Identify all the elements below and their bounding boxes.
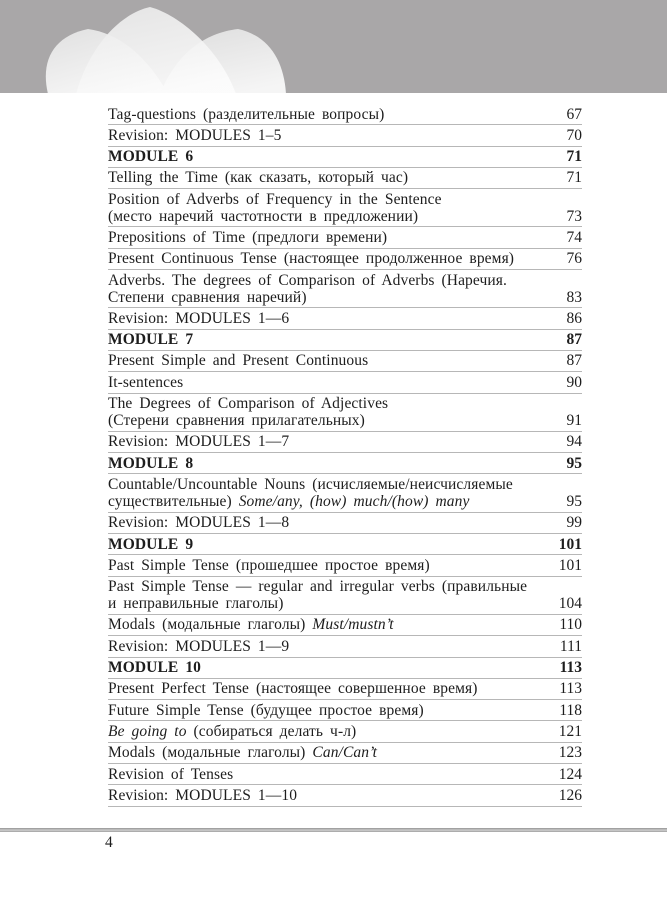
toc-entry-title: MODULE 7 [108,331,194,349]
toc-entry-page: 99 [566,514,582,532]
toc-entry [108,227,582,248]
toc-entry [108,636,582,657]
toc-entry-title: Present Perfect Tense (настоящее совершенное время) [108,680,478,698]
toc-entry-page: 111 [559,637,582,655]
toc-entry [108,270,582,308]
toc-entry [108,125,582,146]
toc-entry-page: 67 [566,105,582,123]
toc-entry [108,679,582,700]
toc-entry-page: 110 [559,616,582,634]
toc-entry-title: Past Simple Tense — regular and irregular verbs (правильные и неправильные глаголы) [108,578,528,613]
toc-entry [108,432,582,453]
toc-entry [108,534,582,555]
toc-entry-page: 95 [566,492,582,510]
toc-entry-title: The Degrees of Comparison of Adjectives (Стерени сравнения прилагательных) [108,395,389,430]
toc-entry-page: 76 [566,250,582,268]
toc-entry-page: 95 [566,454,582,472]
toc-entry-page: 124 [558,765,582,783]
toc-entry [108,555,582,576]
page-folio: 4 [105,834,113,851]
toc-entry [108,721,582,742]
toc-entry-page: 71 [566,169,582,187]
toc-entry [108,700,582,721]
toc-entry-title: MODULE 10 [108,659,202,677]
toc-entry [108,351,582,372]
toc-entry-title: Adverbs. The degrees of Comparison of Adverbs (Наречия. Степени сравнения наречий) [108,271,507,306]
toc-entry-title: Present Continuous Tense (настоящее продолженное время) [108,250,515,268]
toc-entry [108,330,582,351]
toc-entry-title: Revision: MODULES 1—9 [108,637,290,655]
toc-entry-title: Revision: MODULES 1—6 [108,309,290,327]
toc-entry-title: Past Simple Tense (прошедшее простое время) [108,556,430,574]
toc-entry [108,308,582,329]
toc-entry-title: MODULE 9 [108,535,194,553]
toc-entry-page: 121 [558,722,582,740]
toc-entry-page: 91 [566,412,582,430]
toc-entry-title: Revision: MODULES 1—8 [108,514,290,532]
toc-entry [108,394,582,432]
toc-entry [108,249,582,270]
toc-entry-title: Countable/Uncountable Nouns (исчисляемые/неисчисляемые существительные) Some/any, (how) much/(how) many [108,475,513,510]
toc-entry-title: Modals (модальные глаголы) Must/mustn’t [108,616,394,634]
toc-entry-page: 90 [566,373,582,391]
toc-entry-page: 70 [566,126,582,144]
toc-entry [108,189,582,227]
toc-entry-page: 126 [558,786,582,804]
toc-entry-page: 83 [566,288,582,306]
toc-entry-page: 87 [566,352,582,370]
toc-entry-title: MODULE 8 [108,454,194,472]
toc-entry-page: 94 [566,433,582,451]
toc-entry-title: Revision: MODULES 1–5 [108,126,282,144]
toc-entry [108,104,582,125]
toc-entry-page: 101 [558,535,582,553]
toc-entry-page: 73 [566,207,582,225]
toc-entry [108,743,582,764]
toc-entry-title: Tag-questions (разделительные вопросы) [108,105,385,123]
lotus-petals-icon [38,0,298,93]
toc-entry [108,147,582,168]
toc-entry-page: 118 [559,701,582,719]
toc-entry-title: MODULE 6 [108,148,194,166]
toc-entry-title: Present Simple and Present Continuous [108,352,369,370]
toc-entry [108,372,582,393]
toc-entry-page: 74 [566,228,582,246]
toc-entry [108,764,582,785]
toc-entry [108,615,582,636]
toc-entry [108,658,582,679]
toc-entry-title: Prepositions of Time (предлоги времени) [108,228,388,246]
toc-entry-page: 123 [558,744,582,762]
bottom-rule [0,828,667,832]
toc-entry [108,168,582,189]
toc-entry-title: Modals (модальные глаголы) Can/Can’t [108,744,378,762]
toc-entry-page: 87 [566,331,582,349]
toc-entry-page: 71 [566,148,582,166]
toc-entry-page: 113 [559,680,582,698]
toc-entry-title: It-sentences [108,373,184,391]
toc-entry [108,453,582,474]
toc-entry [108,577,582,615]
toc-entry-page: 104 [558,595,582,613]
toc-entry-title: Telling the Time (как сказать, который час) [108,169,409,187]
toc-entry-title: Revision: MODULES 1—7 [108,433,290,451]
toc-entry-title: Be going to (собираться делать ч-л) [108,722,357,740]
toc-entry-title: Position of Adverbs of Frequency in the Sentence (место наречий частотности в предложении) [108,190,442,225]
top-band [0,0,667,93]
toc-entry-page: 86 [566,309,582,327]
toc-entry-title: Future Simple Tense (будущее простое время) [108,701,424,719]
toc-entry-title: Revision: MODULES 1—10 [108,786,298,804]
toc-entry [108,513,582,534]
toc-entry [108,474,582,512]
toc-entry [108,785,582,806]
table-of-contents [108,104,582,807]
toc-entry-page: 101 [558,556,582,574]
toc-entry-page: 113 [559,659,582,677]
toc-entry-title: Revision of Tenses [108,765,234,783]
